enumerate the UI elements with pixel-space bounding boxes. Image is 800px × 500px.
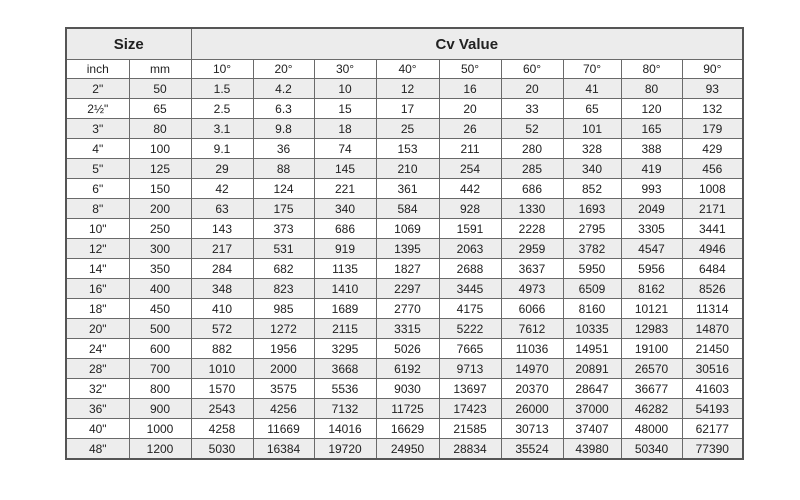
cv-value-cell: 65	[563, 99, 621, 119]
size-mm-cell: 1200	[129, 439, 191, 460]
cv-value-cell: 48000	[621, 419, 682, 439]
cv-value-cell: 4.2	[253, 79, 314, 99]
cv-value-cell: 1069	[376, 219, 439, 239]
cv-value-cell: 8160	[563, 299, 621, 319]
cv-value-cell: 20	[439, 99, 501, 119]
cv-value-cell: 80	[621, 79, 682, 99]
size-mm-cell: 250	[129, 219, 191, 239]
cv-value-cell: 1008	[682, 179, 743, 199]
cv-value-cell: 1272	[253, 319, 314, 339]
size-inch-cell: 2½"	[66, 99, 129, 119]
angle-header: 60°	[501, 60, 563, 79]
table-row	[66, 319, 743, 339]
cv-value-cell: 101	[563, 119, 621, 139]
cv-value-cell: 2.5	[191, 99, 253, 119]
cv-value-cell: 63	[191, 199, 253, 219]
cv-value-cell: 42	[191, 179, 253, 199]
cv-value-cell: 1591	[439, 219, 501, 239]
size-inch-cell: 16"	[66, 279, 129, 299]
cv-value-cell: 20	[501, 79, 563, 99]
cv-value-cell: 5536	[314, 379, 376, 399]
size-inch-cell: 2"	[66, 79, 129, 99]
cv-value-cell: 531	[253, 239, 314, 259]
cv-value-cell: 882	[191, 339, 253, 359]
cv-value-cell: 4547	[621, 239, 682, 259]
cv-value-cell: 373	[253, 219, 314, 239]
cv-value-cell: 30713	[501, 419, 563, 439]
cv-value-cell: 153	[376, 139, 439, 159]
cv-value-cell: 3637	[501, 259, 563, 279]
cv-value-cell: 6192	[376, 359, 439, 379]
cv-value-cell: 29	[191, 159, 253, 179]
size-mm-cell: 65	[129, 99, 191, 119]
table-row	[66, 139, 743, 159]
cv-value-cell: 682	[253, 259, 314, 279]
cv-value-cell: 50340	[621, 439, 682, 460]
cv-value-cell: 328	[563, 139, 621, 159]
cv-value-cell: 14970	[501, 359, 563, 379]
cv-value-cell: 16629	[376, 419, 439, 439]
cv-value-cell: 285	[501, 159, 563, 179]
cv-value-cell: 388	[621, 139, 682, 159]
cv-value-cell: 132	[682, 99, 743, 119]
size-mm-cell: 450	[129, 299, 191, 319]
cv-value-cell: 26570	[621, 359, 682, 379]
cv-value-cell: 12	[376, 79, 439, 99]
cv-value-cell: 919	[314, 239, 376, 259]
cv-value-cell: 41603	[682, 379, 743, 399]
size-mm-cell: 125	[129, 159, 191, 179]
cv-value-cell: 419	[621, 159, 682, 179]
cv-value-cell: 20891	[563, 359, 621, 379]
cv-value-cell: 14870	[682, 319, 743, 339]
cv-value-cell: 24950	[376, 439, 439, 460]
cv-value-cell: 36677	[621, 379, 682, 399]
cv-value-cell: 1.5	[191, 79, 253, 99]
angle-header: 10°	[191, 60, 253, 79]
angle-header: 80°	[621, 60, 682, 79]
inch-header: inch	[66, 60, 129, 79]
cv-value-cell: 9.8	[253, 119, 314, 139]
cv-value-cell: 2795	[563, 219, 621, 239]
cv-value-cell: 4175	[439, 299, 501, 319]
cv-value-cell: 410	[191, 299, 253, 319]
cv-value-cell: 20370	[501, 379, 563, 399]
table-row	[66, 159, 743, 179]
size-inch-cell: 5"	[66, 159, 129, 179]
cv-value-table	[65, 27, 744, 460]
cv-value-cell: 120	[621, 99, 682, 119]
size-inch-cell: 8"	[66, 199, 129, 219]
table-row	[66, 199, 743, 219]
cv-value-cell: 686	[314, 219, 376, 239]
cv-value-cell: 6484	[682, 259, 743, 279]
table-row	[66, 399, 743, 419]
cv-value-cell: 14016	[314, 419, 376, 439]
cv-value-cell: 2959	[501, 239, 563, 259]
angle-header: 30°	[314, 60, 376, 79]
size-inch-cell: 18"	[66, 299, 129, 319]
size-mm-cell: 700	[129, 359, 191, 379]
size-mm-cell: 500	[129, 319, 191, 339]
size-mm-cell: 150	[129, 179, 191, 199]
cv-value-cell: 2063	[439, 239, 501, 259]
cv-value-cell: 13697	[439, 379, 501, 399]
cv-value-cell: 1010	[191, 359, 253, 379]
cv-value-cell: 4973	[501, 279, 563, 299]
cv-value-cell: 348	[191, 279, 253, 299]
cv-value-cell: 10	[314, 79, 376, 99]
table-row	[66, 439, 743, 460]
cv-value-cell: 25	[376, 119, 439, 139]
cv-value-cell: 211	[439, 139, 501, 159]
size-mm-cell: 50	[129, 79, 191, 99]
cv-value-cell: 1395	[376, 239, 439, 259]
size-inch-cell: 3"	[66, 119, 129, 139]
size-inch-cell: 24"	[66, 339, 129, 359]
cv-value-cell: 12983	[621, 319, 682, 339]
cv-value-cell: 18	[314, 119, 376, 139]
cv-value-cell: 928	[439, 199, 501, 219]
cv-value-cell: 217	[191, 239, 253, 259]
subheader-row	[66, 60, 743, 79]
cv-value-cell: 429	[682, 139, 743, 159]
cv-value-cell: 74	[314, 139, 376, 159]
header-row	[66, 28, 743, 60]
table-row	[66, 379, 743, 399]
cv-value-cell: 6509	[563, 279, 621, 299]
cv-value-cell: 62177	[682, 419, 743, 439]
cv-value-cell: 33	[501, 99, 563, 119]
size-mm-cell: 400	[129, 279, 191, 299]
cv-value-cell: 179	[682, 119, 743, 139]
angle-header: 40°	[376, 60, 439, 79]
cv-value-cell: 54193	[682, 399, 743, 419]
cv-value-cell: 93	[682, 79, 743, 99]
cv-value-cell: 124	[253, 179, 314, 199]
cv-value-cell: 5030	[191, 439, 253, 460]
cv-value-cell: 11314	[682, 299, 743, 319]
size-inch-cell: 48"	[66, 439, 129, 460]
cv-value-cell: 16384	[253, 439, 314, 460]
cv-value-cell: 985	[253, 299, 314, 319]
cv-value-cell: 3.1	[191, 119, 253, 139]
cv-value-cell: 442	[439, 179, 501, 199]
cv-value-cell: 4258	[191, 419, 253, 439]
cv-value-cell: 19100	[621, 339, 682, 359]
cv-value-cell: 28834	[439, 439, 501, 460]
cv-value-cell: 993	[621, 179, 682, 199]
table-row	[66, 179, 743, 199]
size-inch-cell: 36"	[66, 399, 129, 419]
cv-value-header: Cv Value	[191, 28, 743, 60]
cv-value-cell: 8162	[621, 279, 682, 299]
cv-value-cell: 2297	[376, 279, 439, 299]
cv-value-cell: 3575	[253, 379, 314, 399]
table-row	[66, 359, 743, 379]
table-row	[66, 339, 743, 359]
angle-header: 20°	[253, 60, 314, 79]
size-mm-cell: 100	[129, 139, 191, 159]
cv-value-cell: 7132	[314, 399, 376, 419]
cv-value-cell: 3441	[682, 219, 743, 239]
angle-header: 90°	[682, 60, 743, 79]
table-row	[66, 299, 743, 319]
cv-value-cell: 35524	[501, 439, 563, 460]
cv-value-cell: 16	[439, 79, 501, 99]
cv-value-cell: 145	[314, 159, 376, 179]
cv-value-cell: 11725	[376, 399, 439, 419]
cv-value-cell: 88	[253, 159, 314, 179]
cv-value-cell: 41	[563, 79, 621, 99]
size-inch-cell: 28"	[66, 359, 129, 379]
cv-value-cell: 2115	[314, 319, 376, 339]
cv-value-cell: 6.3	[253, 99, 314, 119]
cv-value-cell: 2049	[621, 199, 682, 219]
cv-value-cell: 5956	[621, 259, 682, 279]
cv-value-cell: 1693	[563, 199, 621, 219]
size-inch-cell: 4"	[66, 139, 129, 159]
mm-header: mm	[129, 60, 191, 79]
size-inch-cell: 20"	[66, 319, 129, 339]
cv-value-cell: 9030	[376, 379, 439, 399]
cv-value-cell: 77390	[682, 439, 743, 460]
cv-value-cell: 1135	[314, 259, 376, 279]
cv-value-cell: 10121	[621, 299, 682, 319]
cv-value-cell: 456	[682, 159, 743, 179]
cv-value-cell: 3668	[314, 359, 376, 379]
table-row	[66, 419, 743, 439]
size-inch-cell: 40"	[66, 419, 129, 439]
cv-value-cell: 340	[563, 159, 621, 179]
cv-value-cell: 143	[191, 219, 253, 239]
cv-value-cell: 17423	[439, 399, 501, 419]
size-mm-cell: 1000	[129, 419, 191, 439]
cv-value-cell: 1689	[314, 299, 376, 319]
cv-value-cell: 5026	[376, 339, 439, 359]
cv-value-cell: 1570	[191, 379, 253, 399]
cv-value-cell: 572	[191, 319, 253, 339]
cv-value-cell: 26000	[501, 399, 563, 419]
cv-value-cell: 4256	[253, 399, 314, 419]
cv-value-cell: 28647	[563, 379, 621, 399]
cv-value-cell: 2688	[439, 259, 501, 279]
cv-value-cell: 5950	[563, 259, 621, 279]
size-mm-cell: 200	[129, 199, 191, 219]
cv-value-cell: 5222	[439, 319, 501, 339]
table-row	[66, 99, 743, 119]
table-row	[66, 119, 743, 139]
size-inch-cell: 32"	[66, 379, 129, 399]
cv-value-cell: 46282	[621, 399, 682, 419]
cv-value-cell: 175	[253, 199, 314, 219]
angle-header: 70°	[563, 60, 621, 79]
cv-value-cell: 3445	[439, 279, 501, 299]
cv-value-cell: 165	[621, 119, 682, 139]
size-mm-cell: 900	[129, 399, 191, 419]
cv-value-cell: 3295	[314, 339, 376, 359]
cv-value-cell: 1410	[314, 279, 376, 299]
cv-value-cell: 52	[501, 119, 563, 139]
cv-value-cell: 2228	[501, 219, 563, 239]
cv-value-cell: 11036	[501, 339, 563, 359]
table-row	[66, 239, 743, 259]
cv-value-cell: 3305	[621, 219, 682, 239]
cv-value-cell: 8526	[682, 279, 743, 299]
cv-value-cell: 7612	[501, 319, 563, 339]
cv-value-cell: 2171	[682, 199, 743, 219]
size-header: Size	[66, 28, 191, 60]
size-mm-cell: 80	[129, 119, 191, 139]
size-mm-cell: 600	[129, 339, 191, 359]
size-mm-cell: 350	[129, 259, 191, 279]
cv-value-cell: 1827	[376, 259, 439, 279]
cv-value-cell: 14951	[563, 339, 621, 359]
cv-value-cell: 340	[314, 199, 376, 219]
angle-header: 50°	[439, 60, 501, 79]
size-inch-cell: 6"	[66, 179, 129, 199]
cv-value-cell: 361	[376, 179, 439, 199]
cv-value-cell: 584	[376, 199, 439, 219]
cv-value-cell: 823	[253, 279, 314, 299]
cv-value-cell: 221	[314, 179, 376, 199]
cv-value-cell: 30516	[682, 359, 743, 379]
cv-value-cell: 1956	[253, 339, 314, 359]
cv-value-cell: 3782	[563, 239, 621, 259]
cv-value-cell: 210	[376, 159, 439, 179]
table-row	[66, 259, 743, 279]
cv-value-cell: 21585	[439, 419, 501, 439]
cv-value-cell: 21450	[682, 339, 743, 359]
cv-value-cell: 15	[314, 99, 376, 119]
cv-value-cell: 4946	[682, 239, 743, 259]
cv-value-cell: 2543	[191, 399, 253, 419]
cv-value-cell: 36	[253, 139, 314, 159]
cv-value-cell: 6066	[501, 299, 563, 319]
cv-value-cell: 19720	[314, 439, 376, 460]
cv-value-cell: 1330	[501, 199, 563, 219]
size-inch-cell: 10"	[66, 219, 129, 239]
cv-value-cell: 7665	[439, 339, 501, 359]
cv-value-cell: 3315	[376, 319, 439, 339]
cv-value-cell: 17	[376, 99, 439, 119]
size-mm-cell: 800	[129, 379, 191, 399]
table-row	[66, 219, 743, 239]
cv-value-cell: 26	[439, 119, 501, 139]
table-row	[66, 79, 743, 99]
cv-value-cell: 37407	[563, 419, 621, 439]
cv-value-cell: 37000	[563, 399, 621, 419]
table-row	[66, 279, 743, 299]
cv-value-cell: 9.1	[191, 139, 253, 159]
cv-value-cell: 2000	[253, 359, 314, 379]
cv-value-cell: 2770	[376, 299, 439, 319]
cv-value-cell: 9713	[439, 359, 501, 379]
cv-value-cell: 10335	[563, 319, 621, 339]
size-mm-cell: 300	[129, 239, 191, 259]
size-inch-cell: 14"	[66, 259, 129, 279]
cv-value-cell: 852	[563, 179, 621, 199]
cv-value-cell: 254	[439, 159, 501, 179]
cv-value-cell: 11669	[253, 419, 314, 439]
cv-value-cell: 686	[501, 179, 563, 199]
cv-value-cell: 43980	[563, 439, 621, 460]
cv-value-cell: 284	[191, 259, 253, 279]
size-inch-cell: 12"	[66, 239, 129, 259]
cv-value-cell: 280	[501, 139, 563, 159]
